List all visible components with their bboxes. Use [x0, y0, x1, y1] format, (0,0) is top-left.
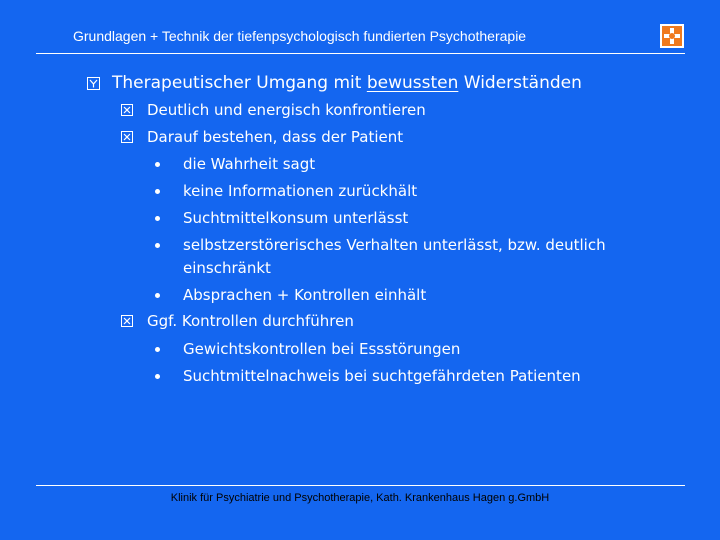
header-divider — [36, 53, 685, 54]
sub-list-item: Absprachen + Kontrollen einhält — [183, 286, 427, 304]
bullet-dot — [155, 293, 160, 298]
sub-list-item: Gewichtskontrollen bei Essstörungen — [183, 340, 461, 358]
x-box-icon — [121, 131, 133, 143]
sub-list-item: Suchtmittelkonsum unterlässt — [183, 209, 409, 227]
bullet-dot — [155, 162, 160, 167]
x-box-icon — [121, 315, 133, 327]
header-title: Grundlagen + Technik der tiefenpsychologisch fundierten Psychotherapie — [73, 28, 527, 44]
list-item: Darauf bestehen, dass der Patient — [147, 128, 404, 146]
heading-emphasis: bewussten — [366, 73, 459, 93]
list-item: Deutlich und energisch konfrontieren — [147, 101, 426, 119]
slide-heading: Therapeutischer Umgang mit bewussten Widerständen — [112, 73, 582, 93]
bullet-dot — [155, 189, 160, 194]
sub-list-item: selbstzerstörerisches Verhalten unterlässt, bzw. deutlich einschränkt — [183, 236, 606, 277]
footer-text: Klinik für Psychiatrie und Psychotherapie, Kath. Krankenhaus Hagen g.GmbH — [170, 492, 550, 504]
bullet-dot — [155, 216, 160, 221]
sub-list-item: keine Informationen zurückhält — [183, 182, 418, 200]
footer-divider — [36, 485, 685, 486]
bullet-dot — [155, 374, 160, 379]
x-box-icon — [121, 104, 133, 116]
clinic-cross-logo-icon — [660, 24, 684, 48]
checkmark-box-icon — [87, 77, 100, 90]
sub-list-item: die Wahrheit sagt — [183, 155, 316, 173]
list-item: Ggf. Kontrollen durchführen — [147, 312, 354, 330]
bullet-dot — [155, 243, 160, 248]
sub-list-item: Suchtmittelnachweis bei suchtgefährdeten Patienten — [183, 367, 581, 385]
bullet-dot — [155, 347, 160, 352]
